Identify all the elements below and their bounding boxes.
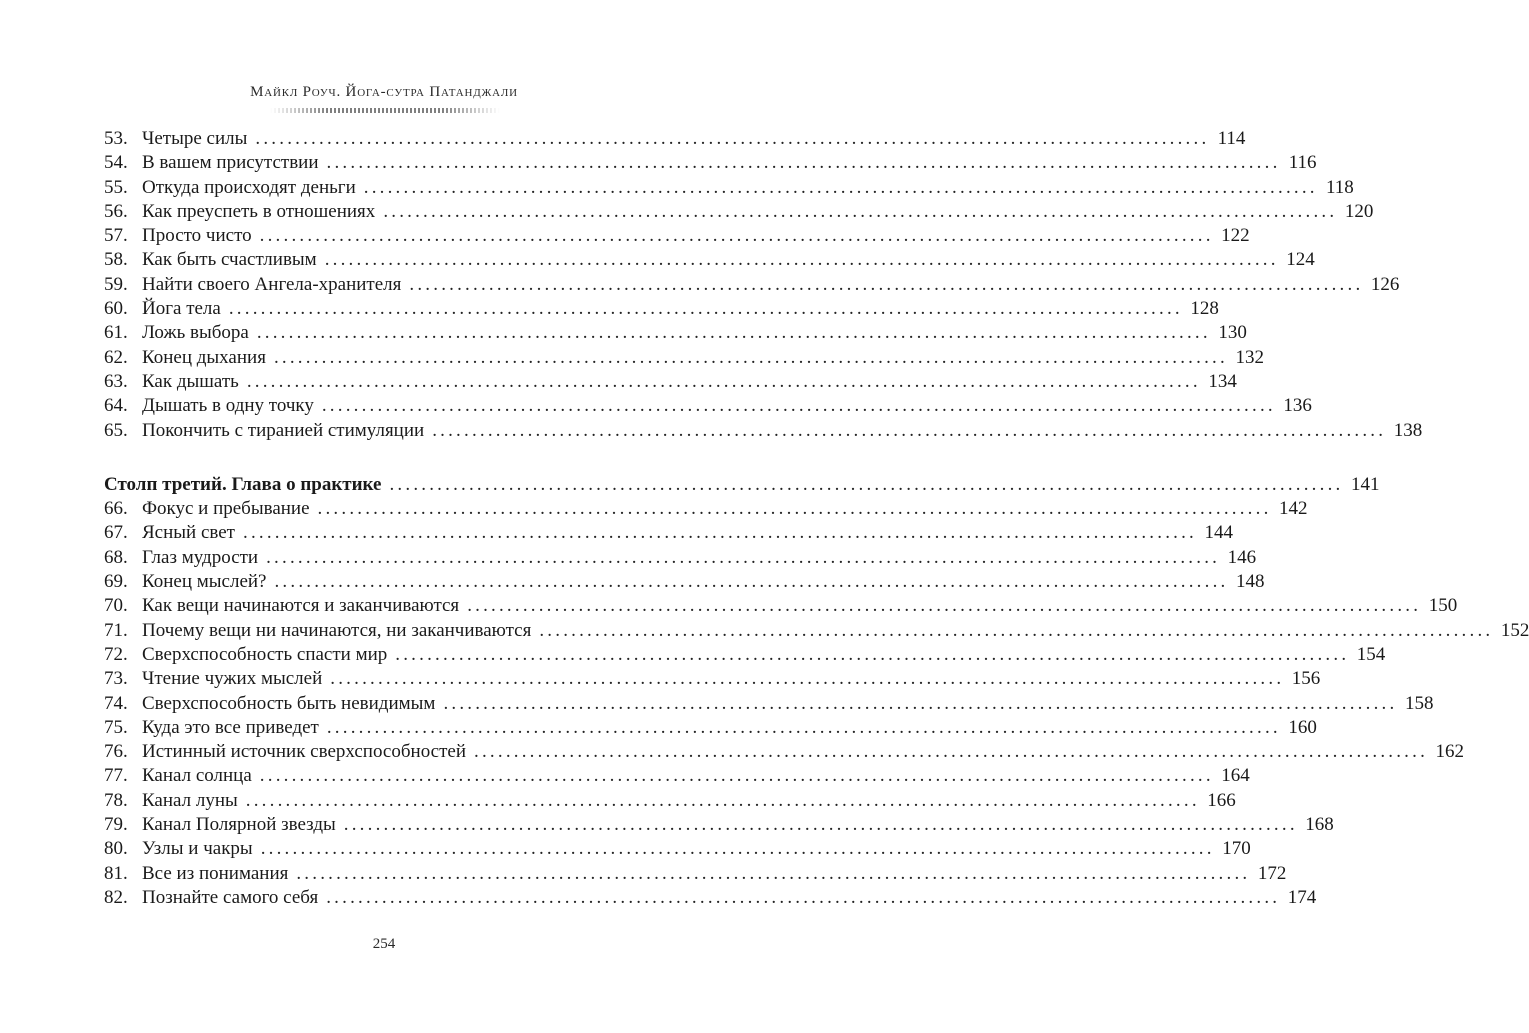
toc-page-number: 156 (1291, 668, 1321, 690)
ornament-rule (270, 108, 500, 113)
dot-leader: ........................................................................................................................ (330, 668, 1285, 690)
toc-entry-55[interactable] (104, 176, 1354, 200)
toc-title: Как быть счастливым (142, 249, 317, 271)
dot-leader: ........................................................................................................................ (383, 200, 1338, 222)
toc-page-number: 128 (1190, 298, 1219, 320)
toc-group-2 (104, 497, 1529, 910)
toc-number: 81. (104, 862, 128, 884)
toc-page-number: 132 (1235, 346, 1264, 368)
toc-entry-58[interactable] (104, 248, 1315, 272)
toc-page-number: 124 (1286, 249, 1315, 271)
toc-entry-75[interactable] (104, 716, 1317, 740)
toc-entry-53[interactable] (104, 127, 1246, 151)
toc-entry-74[interactable] (104, 692, 1434, 716)
toc-page-number: 142 (1279, 498, 1308, 520)
dot-leader: ........................................................................................................................ (317, 498, 1272, 520)
toc-group-1 (104, 127, 1423, 443)
dot-leader: ........................................................................................................................ (274, 571, 1229, 593)
dot-leader: ........................................................................................................................ (273, 346, 1228, 368)
toc-number: 67. (104, 522, 128, 544)
toc-page-number: 118 (1325, 176, 1354, 198)
toc-title: Конец мыслей? (142, 571, 267, 593)
toc-number: 61. (104, 322, 128, 344)
page-number: 254 (372, 936, 396, 952)
toc-number: 60. (104, 298, 128, 320)
toc-title: Найти своего Ангела-хранителя (142, 273, 402, 295)
toc-entry-72[interactable] (104, 643, 1386, 667)
toc-number: 74. (104, 692, 128, 714)
toc-title: Сверхспособность спасти мир (142, 643, 388, 665)
toc-entry-71[interactable] (104, 619, 1529, 643)
toc-title: Фокус и пребывание (142, 498, 310, 520)
toc-title: Просто чисто (142, 225, 252, 247)
toc-title: Как преуспеть в отношениях (142, 200, 376, 222)
toc-page-number: 164 (1221, 765, 1250, 787)
toc-entry-65[interactable] (104, 419, 1423, 443)
toc-number: 53. (104, 128, 128, 149)
dot-leader: ........................................................................................................................ (443, 692, 1398, 714)
toc-page-number: 130 (1218, 322, 1247, 344)
dot-leader: ........................................................................................................................ (296, 862, 1251, 884)
toc-number: 59. (104, 273, 128, 295)
toc-title: Познайте самого себя (142, 886, 319, 908)
toc-title: Четыре силы (142, 128, 248, 149)
toc-entry-77[interactable] (104, 764, 1250, 788)
toc-page-number: 158 (1404, 692, 1434, 714)
toc-chapter-heading[interactable] (104, 473, 1380, 497)
dot-leader: ........................................................................................................................ (245, 789, 1200, 811)
table-of-contents (104, 127, 1529, 910)
toc-entry-67[interactable] (104, 521, 1233, 545)
dot-leader: ........................................................................................................................ (326, 716, 1281, 738)
dot-leader: ........................................................................................................................ (432, 419, 1387, 441)
toc-number: 71. (104, 619, 128, 641)
toc-page-number: 134 (1208, 370, 1237, 392)
toc-page-number: 148 (1235, 571, 1265, 593)
toc-title: Узлы и чакры (142, 838, 253, 860)
toc-entry-81[interactable] (104, 862, 1287, 886)
toc-page-number: 174 (1287, 886, 1317, 908)
toc-page-number: 136 (1283, 395, 1312, 417)
chapter-title: Столп третий. Глава о практике (104, 473, 382, 495)
dot-leader: ........................................................................................................................ (259, 225, 1214, 247)
toc-page-number: 162 (1435, 741, 1465, 763)
toc-number: 76. (104, 741, 128, 763)
toc-page-number: 114 (1217, 128, 1246, 149)
toc-entry-63[interactable] (104, 370, 1237, 394)
toc-number: 68. (104, 546, 128, 568)
toc-title: Йога тела (142, 298, 221, 320)
toc-number: 80. (104, 838, 128, 860)
toc-title: В вашем присутствии (142, 152, 319, 174)
toc-page-number: 146 (1227, 546, 1257, 568)
toc-page-number: 126 (1370, 273, 1400, 295)
toc-entry-73[interactable] (104, 667, 1321, 691)
toc-title: Как дышать (142, 370, 239, 392)
dot-leader: ........................................................................................................................ (260, 838, 1215, 860)
dot-leader: ........................................................................................................................ (246, 370, 1201, 392)
toc-page-number: 120 (1344, 200, 1374, 222)
toc-title: Глаз мудрости (142, 546, 259, 568)
toc-page-number: 138 (1393, 419, 1423, 441)
toc-number: 79. (104, 814, 128, 836)
toc-number: 72. (104, 643, 128, 665)
toc-number: 62. (104, 346, 128, 368)
toc-number: 55. (104, 176, 128, 198)
toc-entry-59[interactable] (104, 273, 1400, 297)
running-head: Майкл Роуч. Йога-сутра Патанджали (250, 84, 518, 100)
toc-title: Откуда происходят деньги (142, 176, 356, 198)
toc-entry-80[interactable] (104, 837, 1251, 861)
dot-leader: ........................................................................................................................ (243, 522, 1197, 544)
toc-title: Все из понимания (142, 862, 289, 884)
toc-number: 64. (104, 395, 128, 417)
toc-entry-78[interactable] (104, 789, 1236, 813)
section-gap (104, 443, 690, 473)
toc-page-number: 154 (1356, 643, 1386, 665)
toc-number: 63. (104, 370, 128, 392)
toc-page-number: 168 (1305, 814, 1334, 836)
toc-page-number: 150 (1428, 595, 1458, 617)
toc-page-number: 141 (1350, 473, 1380, 495)
toc-entry-69[interactable] (104, 570, 1265, 594)
toc-title: Канал солнца (142, 765, 252, 787)
dot-leader: ........................................................................................................................ (389, 473, 1344, 495)
toc-title: Истинный источник сверхспособностей (142, 741, 467, 763)
toc-title: Покончить с тиранией стимуляции (142, 419, 425, 441)
dot-leader: ........................................................................................................................ (324, 249, 1279, 271)
toc-page-number: 152 (1500, 619, 1529, 641)
toc-page-number: 166 (1207, 789, 1236, 811)
dot-leader: ........................................................................................................................ (266, 546, 1221, 568)
toc-title: Дышать в одну точку (142, 395, 314, 417)
toc-entry-61[interactable] (104, 321, 1247, 345)
toc-page-number: 116 (1288, 152, 1317, 174)
toc-entry-60[interactable] (104, 297, 1219, 321)
toc-title: Куда это все приведет (142, 716, 319, 738)
toc-number: 56. (104, 200, 128, 222)
toc-title: Конец дыхания (142, 346, 266, 368)
toc-number: 75. (104, 716, 128, 738)
dot-leader: ........................................................................................................................ (539, 619, 1494, 641)
toc-title: Канал Полярной звезды (142, 814, 336, 836)
toc-page-number: 160 (1288, 716, 1317, 738)
dot-leader: ........................................................................................................................ (255, 128, 1210, 149)
toc-entry-76[interactable] (104, 740, 1465, 764)
toc-title: Чтение чужих мыслей (142, 668, 323, 690)
toc-number: 58. (104, 249, 128, 271)
toc-entry-68[interactable] (104, 546, 1257, 570)
toc-entry-79[interactable] (104, 813, 1334, 837)
dot-leader: ........................................................................................................................ (326, 152, 1281, 174)
toc-entry-56[interactable] (104, 200, 1374, 224)
toc-entry-70[interactable] (104, 594, 1458, 618)
toc-page-number: 122 (1221, 225, 1250, 247)
toc-entry-62[interactable] (104, 346, 1264, 370)
toc-number: 78. (104, 789, 128, 811)
dot-leader: ........................................................................................................................ (474, 741, 1429, 763)
dot-leader: ........................................................................................................................ (321, 395, 1276, 417)
toc-entry-64[interactable] (104, 394, 1312, 418)
dot-leader: ........................................................................................................................ (326, 886, 1281, 908)
toc-title: Канал луны (142, 789, 238, 811)
toc-title: Сверхспособность быть невидимым (142, 692, 436, 714)
dot-leader: ........................................................................................................................ (395, 643, 1350, 665)
toc-number: 77. (104, 765, 128, 787)
toc-title: Как вещи начинаются и заканчиваются (142, 595, 460, 617)
dot-leader: ........................................................................................................................ (409, 273, 1364, 295)
dot-leader: ........................................................................................................................ (467, 595, 1422, 617)
toc-number: 82. (104, 886, 128, 908)
toc-page-number: 170 (1222, 838, 1251, 860)
toc-number: 65. (104, 419, 128, 441)
toc-entry-54[interactable] (104, 151, 1317, 175)
toc-title: Ясный свет (142, 522, 235, 544)
dot-leader: ........................................................................................................................ (343, 814, 1298, 836)
toc-number: 54. (104, 152, 128, 174)
toc-page-number: 144 (1204, 522, 1233, 544)
dot-leader: ........................................................................................................................ (228, 298, 1183, 320)
toc-page-number: 172 (1257, 862, 1287, 884)
toc-number: 66. (104, 498, 128, 520)
dot-leader: ........................................................................................................................ (256, 322, 1211, 344)
toc-number: 73. (104, 668, 128, 690)
toc-number: 70. (104, 595, 128, 617)
dot-leader: ........................................................................................................................ (363, 176, 1318, 198)
toc-title: Почему вещи ни начинаются, ни заканчиваются (142, 619, 532, 641)
toc-entry-82[interactable] (104, 886, 1317, 910)
toc-entry-66[interactable] (104, 497, 1308, 521)
toc-title: Ложь выбора (142, 322, 249, 344)
toc-number: 57. (104, 225, 128, 247)
dot-leader: ........................................................................................................................ (259, 765, 1214, 787)
toc-number: 69. (104, 571, 128, 593)
toc-entry-57[interactable] (104, 224, 1250, 248)
